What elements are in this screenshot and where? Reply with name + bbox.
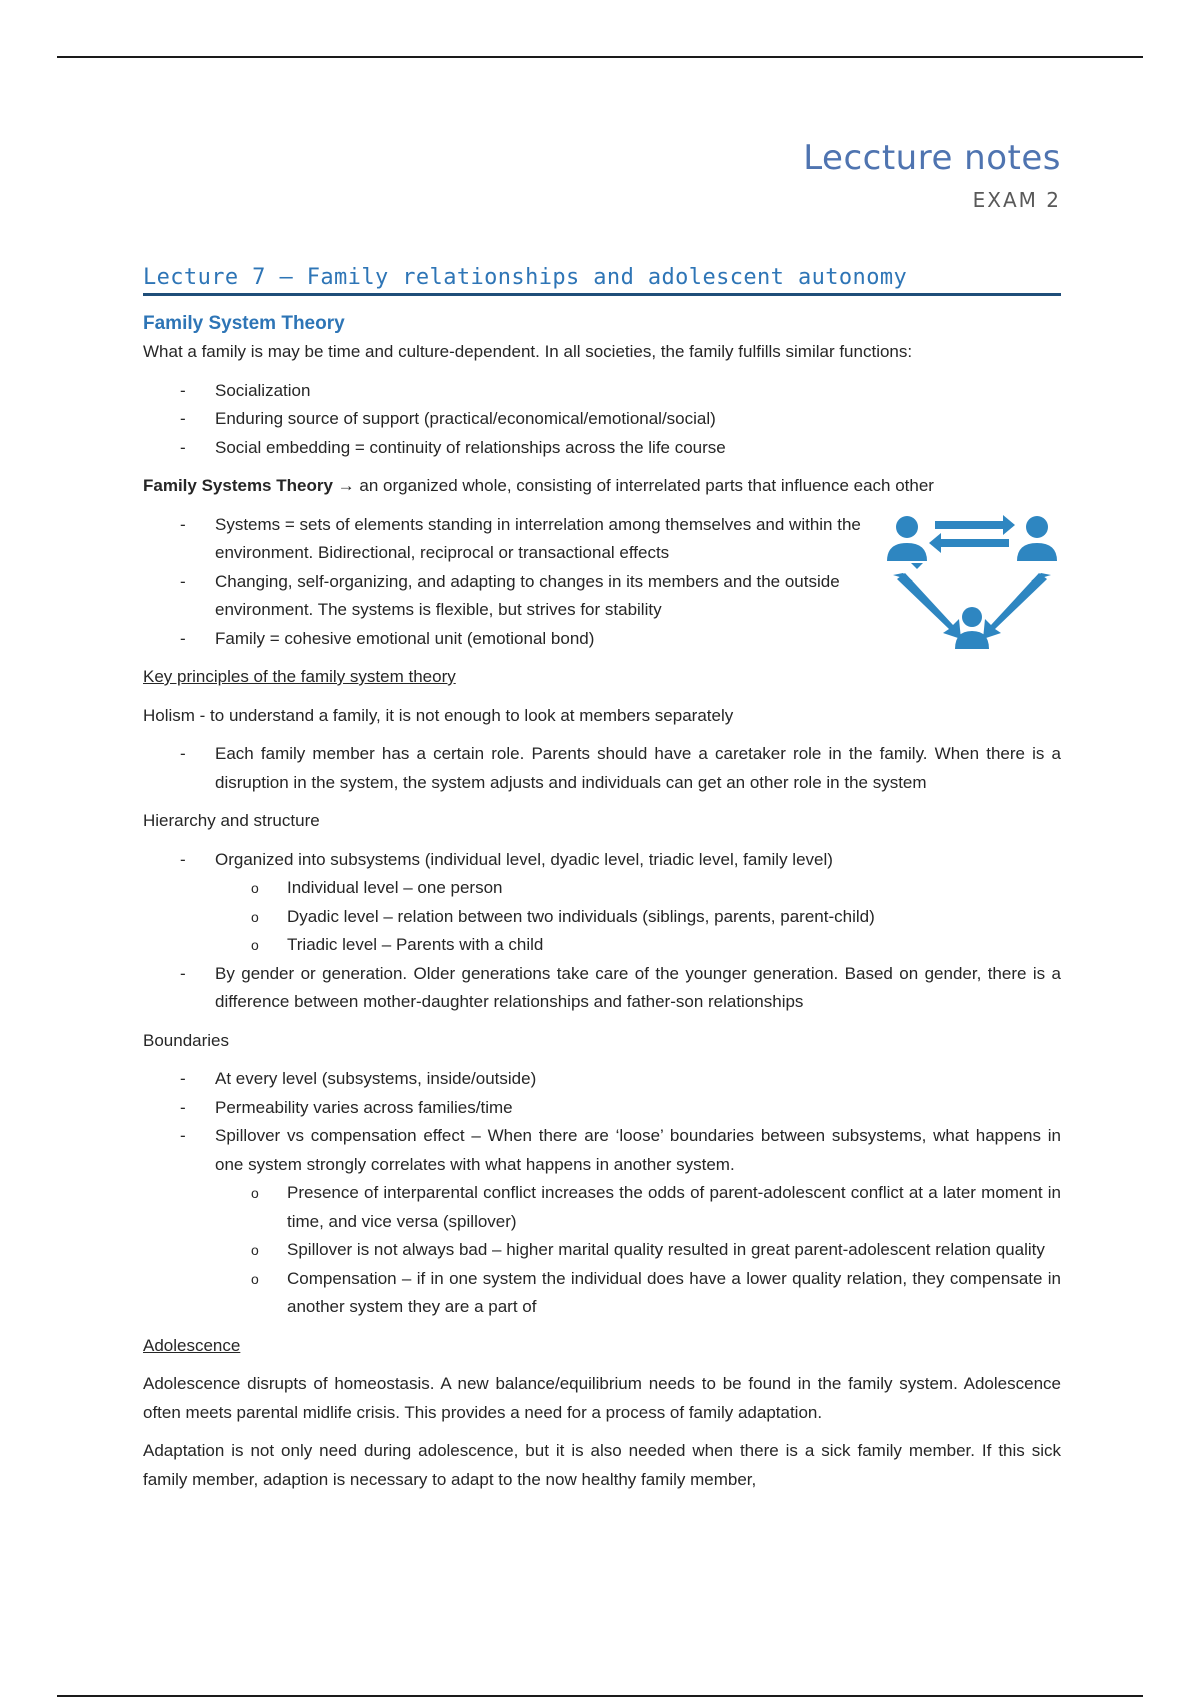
list-item: - Social embedding = continuity of relationships across the life course xyxy=(143,434,1061,463)
person-right-icon xyxy=(1017,516,1057,561)
sub-list-item: o Triadic level – Parents with a child xyxy=(215,931,1061,960)
boundaries-sub-list xyxy=(215,1179,1061,1322)
sub-list-item: o Compensation – if in one system the individual does have a lower quality relation, they compensate in another system they are a part of xyxy=(215,1265,1061,1322)
arrow-right-icon: → xyxy=(337,476,355,495)
fst-definition xyxy=(143,472,1061,501)
boundaries-heading: Boundaries xyxy=(143,1030,230,1050)
list-item: - Permeability varies across families/time xyxy=(143,1094,1061,1123)
document-subtitle: EXAM 2 xyxy=(972,188,1061,212)
adolescence-heading: Adolescence xyxy=(143,1335,241,1355)
list-item: - Family = cohesive emotional unit (emotional bond) xyxy=(143,625,863,654)
list-item xyxy=(143,1122,1061,1322)
lecture-heading: Lecture 7 – Family relationships and adolescent autonomy xyxy=(143,265,1061,296)
functions-list xyxy=(143,377,1061,463)
fst-points-list xyxy=(143,511,863,654)
hierarchy-point-text: Organized into subsystems (individual level, dyadic level, triadic level, family level) xyxy=(215,849,833,869)
holism-list xyxy=(143,740,1061,797)
list-item xyxy=(143,846,1061,960)
boundaries-list xyxy=(143,1065,1061,1322)
fst-definition-text: an organized whole, consisting of interrelated parts that influence each other xyxy=(354,476,934,495)
principles-heading: Key principles of the family system theory xyxy=(143,667,456,686)
holism-paragraph: Holism - to understand a family, it is not enough to look at members separately xyxy=(143,705,734,725)
list-item: - By gender or generation. Older generations take care of the younger generation. Based on gender, there is a difference between mother-daughter relationships and father-son relationships xyxy=(143,960,1061,1017)
boundary-point-text: Spillover vs compensation effect – When there are ‘loose’ boundaries between subsystems, what happens in one system strongly correlates with what happens in another system. xyxy=(215,1126,1061,1174)
list-item: - Changing, self-organizing, and adapting to changes in its members and the outside environment. The systems is flexible, but strives for stability xyxy=(143,568,863,625)
document-title: Leccture notes xyxy=(803,138,1061,178)
person-left-icon xyxy=(887,516,927,561)
hierarchy-list xyxy=(143,846,1061,1017)
body-flow xyxy=(143,310,1061,1504)
header-rule xyxy=(57,56,1143,58)
list-item: - Socialization xyxy=(143,377,1061,406)
sub-list-item: o Spillover is not always bad – higher marital quality resulted in great parent-adolescent relation quality xyxy=(215,1236,1061,1265)
adolescence-paragraph-2: Adaptation is not only need during adolescence, but it is also needed when there is a sick family member. If this sick family member, adaption is necessary to adapt to the now healthy family member, xyxy=(143,1441,1061,1489)
section-heading-family-system-theory: Family System Theory xyxy=(143,313,345,334)
list-item: - Each family member has a certain role. Parents should have a caretaker role in the family. When there is a disruption in the system, the system adjusts and individuals can get an other role in the system xyxy=(143,740,1061,797)
hierarchy-heading: Hierarchy and structure xyxy=(143,811,320,830)
family-system-icon xyxy=(883,507,1061,657)
list-item: - At every level (subsystems, inside/outside) xyxy=(143,1065,1061,1094)
adolescence-paragraph-1: Adolescence disrupts of homeostasis. A new balance/equilibrium needs to be found in the family system. Adolescence often meets parental midlife crisis. This provides a need for a process of family adaptation. xyxy=(143,1374,1061,1422)
sub-list-item: o Individual level – one person xyxy=(215,874,1061,903)
fst-points-block xyxy=(143,511,1061,654)
sub-list-item: o Presence of interparental conflict increases the odds of parent-adolescent conflict at a later moment in time, and vice versa (spillover) xyxy=(215,1179,1061,1236)
list-item: - Systems = sets of elements standing in interrelation among themselves and within the environment. Bidirectional, reciprocal or transactional effects xyxy=(143,511,863,568)
sub-list-item: o Dyadic level – relation between two individuals (siblings, parents, parent-child) xyxy=(215,903,1061,932)
footer-rule xyxy=(57,1695,1143,1697)
person-child-icon xyxy=(955,607,989,649)
hierarchy-sub-list xyxy=(215,874,1061,960)
list-item: - Enduring source of support (practical/economical/emotional/social) xyxy=(143,405,1061,434)
fst-term: Family Systems Theory xyxy=(143,476,333,495)
intro-paragraph: What a family is may be time and culture-dependent. In all societies, the family fulfills similar functions: xyxy=(143,342,913,361)
